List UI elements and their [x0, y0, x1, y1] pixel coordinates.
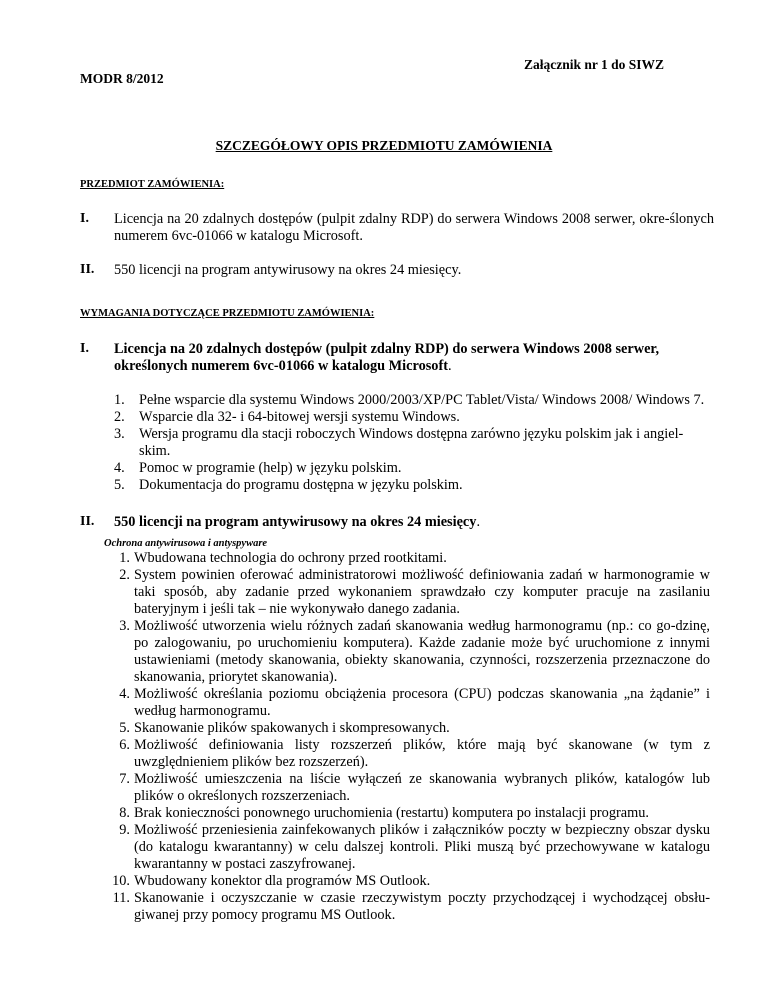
section1-list: [114, 392, 714, 494]
attachment-label: Załącznik nr 1 do SIWZ: [524, 57, 665, 72]
list-item-text: Wbudowany konektor dla programów MS Outlook.: [134, 873, 431, 889]
subject-item-roman: II.: [80, 262, 95, 277]
subject-heading: PRZEDMIOT ZAMÓWIENIA:: [80, 179, 225, 190]
list-item-number: 2.: [119, 567, 130, 583]
list-item-text: Możliwość określania poziomu obciążenia procesora (CPU) podczas skanowania „na żądanie” i według harmonogramu.: [134, 686, 710, 719]
list-item-text: Możliwość definiowania listy rozszerzeń plików, które mają być skanowane (w tym z uwzględnieniem plików bez rozszerzeń).: [134, 737, 710, 770]
list-item: [102, 890, 710, 924]
list-item-number: 6.: [119, 737, 130, 753]
list-item: [114, 409, 714, 426]
list-item-text: Wsparcie dla 32- i 64-bitowej wersji systemu Windows.: [139, 409, 460, 425]
list-item-text: Wbudowana technologia do ochrony przed rootkitami.: [134, 550, 447, 566]
section2-list: [102, 550, 710, 924]
list-item: [102, 720, 710, 737]
list-item-text: System powinien oferować administratorowi możliwość definiowania zadań w harmonogramie w taki sposób, aby zadanie przed wykonaniem sprawdzało czy komputer pracuje na zasilaniu bateryjnym i jeśli tak – nie wykonywało danego zadania.: [134, 567, 710, 617]
list-item-number: 4.: [114, 460, 125, 476]
list-item: [102, 550, 710, 567]
list-item: [102, 805, 710, 822]
list-item: [114, 460, 714, 477]
reference-number: MODR 8/2012: [80, 71, 164, 86]
list-item-text: Możliwość przeniesienia zainfekowanych plików i załączników poczty w bezpieczny obszar dysku (do katalogu kwarantanny) w celu dalszej kontroli. Pliki muszą być przechowywane w katalogu kwarantanny w postaci zaszyfrowanej.: [134, 822, 710, 872]
list-item: [102, 686, 710, 720]
list-item: [102, 618, 710, 686]
list-item-text: Pełne wsparcie dla systemu Windows 2000/2003/XP/PC Tablet/Vista/ Windows 2008/ Windows 7.: [139, 392, 705, 408]
list-item: [102, 737, 710, 771]
list-item: [102, 873, 710, 890]
list-item-number: 11.: [112, 890, 130, 906]
section-title-text: Licencja na 20 zdalnych dostępów (pulpit zdalny RDP) do serwera Windows 2008 serwer, określonych numerem 6vc-01066 w katalogu Microsoft: [114, 341, 660, 374]
list-item-text: Brak konieczności ponownego uruchomienia (restartu) komputera po instalacji programu.: [134, 805, 649, 821]
section-roman: II.: [80, 514, 95, 529]
subject-item-text: Licencja na 20 zdalnych dostępów (pulpit zdalny RDP) do serwera Windows 2008 serwer, okre-ślonych numerem 6vc-01066 w katalogu Microsoft.: [114, 211, 714, 244]
list-item: [102, 822, 710, 873]
list-item-number: 1.: [114, 392, 125, 408]
list-item: [114, 477, 714, 494]
section-roman: I.: [80, 341, 89, 356]
list-item-number: 3.: [119, 618, 130, 634]
list-item: [102, 771, 710, 805]
list-item-text: Możliwość utworzenia wielu różnych zadań skanowania według harmonogramu (np.: co go-dzinę, po zalogowaniu, po uruchomieniu komputera). Każde zadanie może być uruchomione z innymi ustawieniami (metody skanowania, obiekty skanowania, czynności, rozszerzenia przeznaczone do skanowania, priorytet skanowania).: [134, 618, 710, 685]
list-item-number: 7.: [119, 771, 130, 787]
list-item-number: 8.: [119, 805, 130, 821]
list-item-text: Dokumentacja do programu dostępna w języku polskim.: [139, 477, 463, 493]
requirements-heading: WYMAGANIA DOTYCZĄCE PRZEDMIOTU ZAMÓWIENIA:: [80, 308, 375, 319]
section-title: [114, 514, 714, 531]
section-title: [114, 341, 714, 375]
list-item-number: 3.: [114, 426, 125, 442]
list-item-number: 9.: [119, 822, 130, 838]
section-title-text: 550 licencji na program antywirusowy na okres 24 miesięcy: [114, 514, 477, 530]
list-item-text: Wersja programu dla stacji roboczych Windows dostępna zarówno języku polskim jak i angiel-skim.: [139, 426, 684, 459]
list-item-number: 4.: [119, 686, 130, 702]
section-subheading: Ochrona antywirusowa i antyspyware: [104, 538, 268, 549]
subject-item-roman: I.: [80, 211, 89, 226]
page-title: SZCZEGÓŁOWY OPIS PRZEDMIOTU ZAMÓWIENIA: [215, 138, 553, 153]
list-item-text: Skanowanie i oczyszczanie w czasie rzeczywistym poczty przychodzącej i wychodzącej obsłu-giwanej przy pomocy programu MS Outlook.: [134, 890, 710, 923]
list-item: [102, 567, 710, 618]
list-item-number: 1.: [119, 550, 130, 566]
section-title-dot: .: [476, 514, 481, 530]
section-title-dot: .: [447, 358, 452, 374]
list-item-text: Pomoc w programie (help) w języku polskim.: [139, 460, 402, 476]
list-item-number: 2.: [114, 409, 125, 425]
subject-item-text: 550 licencji na program antywirusowy na okres 24 miesięcy.: [114, 262, 462, 278]
list-item-number: 5.: [119, 720, 130, 736]
list-item-text: Możliwość umieszczenia na liście wyłączeń ze skanowania wybranych plików, katalogów lub plików o określonych rozszerzeniach.: [134, 771, 710, 804]
list-item-text: Skanowanie plików spakowanych i skompresowanych.: [134, 720, 450, 736]
list-item: [114, 426, 714, 460]
list-item-number: 5.: [114, 477, 125, 493]
list-item: [114, 392, 714, 409]
list-item-number: 10.: [112, 873, 130, 889]
